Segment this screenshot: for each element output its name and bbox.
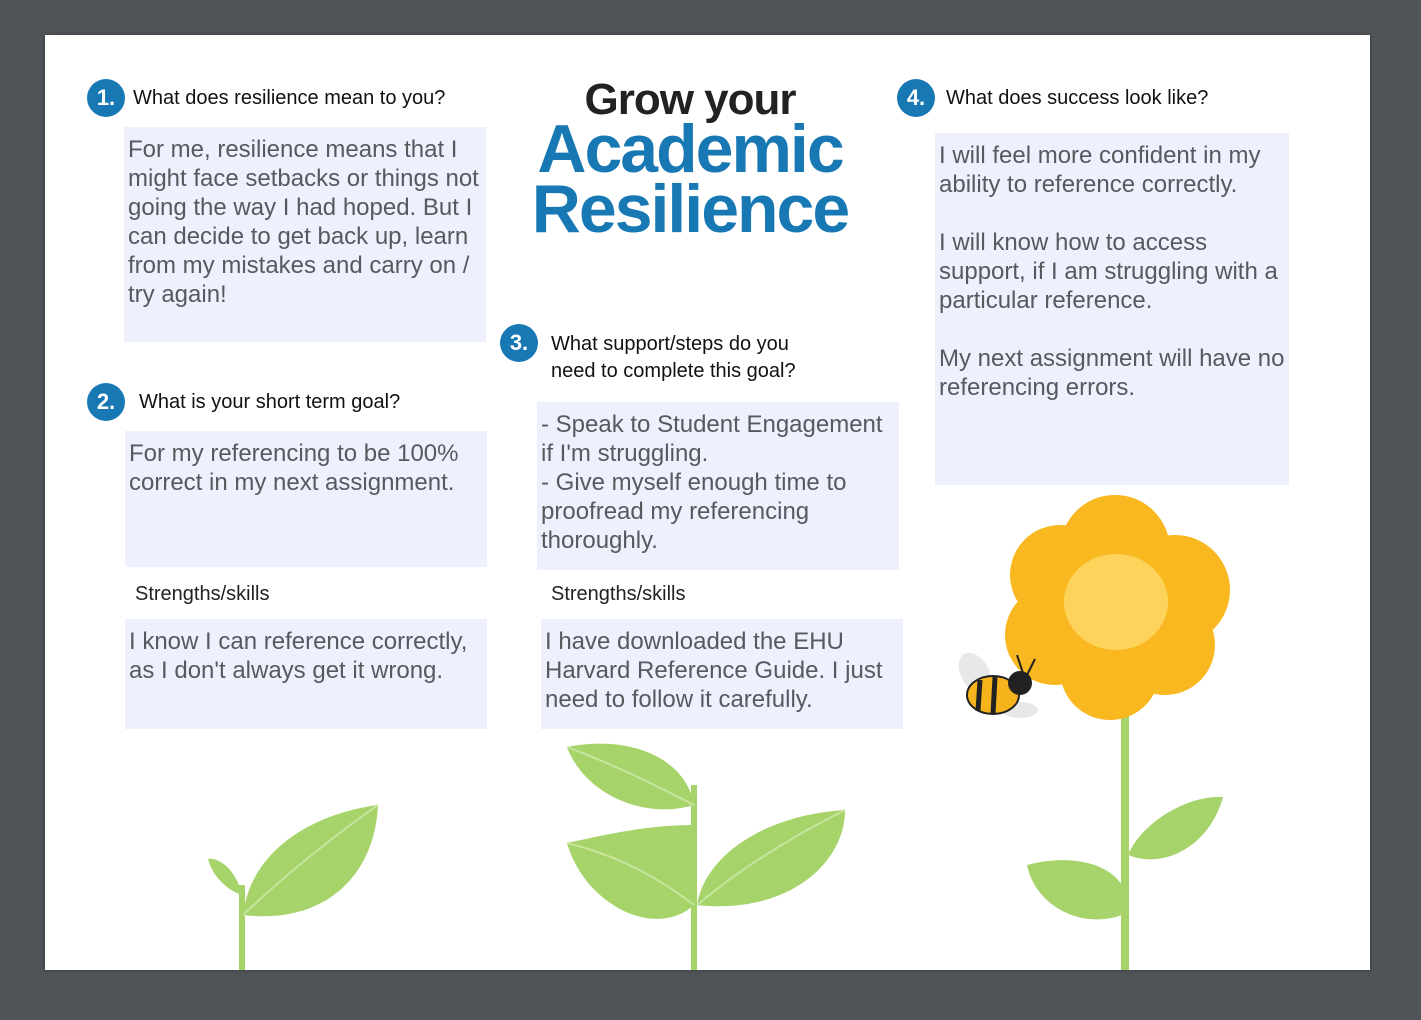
section-1-answer: For me, resilience means that I might face setbacks or things not going the way I had hoped. But I can decide to get back up, learn from my mistakes and carry on / try again! — [128, 136, 479, 308]
seedling-icon — [208, 805, 378, 970]
section-3-answer-box — [537, 402, 899, 570]
section-4-answer-p1: I will feel more confident in my ability to reference correctly. — [939, 142, 1261, 198]
section-2-strengths-box — [125, 619, 487, 729]
plant-icon — [567, 744, 845, 970]
section-4-answer-box — [935, 133, 1289, 485]
section-3-strengths-label: Strengths/skills — [551, 583, 686, 605]
section-4-number: 4. — [897, 79, 935, 117]
title-line-2: Academic — [537, 111, 843, 187]
section-4-answer-p3: My next assignment will have no referencing errors. — [939, 345, 1285, 401]
flower-icon — [1005, 495, 1230, 970]
title-line-3: Resilience — [531, 171, 849, 247]
section-2-question: What is your short term goal? — [139, 391, 401, 413]
section-4-answer-p2: I will know how to access support, if I am struggling with a particular reference. — [939, 229, 1278, 314]
section-1-number: 1. — [87, 79, 125, 117]
section-1-question: What does resilience mean to you? — [133, 87, 446, 109]
section-3-number: 3. — [500, 324, 538, 362]
section-2-strengths-label: Strengths/skills — [135, 583, 270, 605]
section-3-strengths: I have downloaded the EHU Harvard Reference Guide. I just need to follow it carefully. — [545, 628, 883, 713]
worksheet-page — [45, 35, 1370, 970]
section-3-answer-line-2: - Give myself enough time to proofread my referencing thoroughly. — [541, 469, 847, 554]
section-3-strengths-box — [541, 619, 903, 729]
section-3-question-line-1: What support/steps do you — [551, 333, 789, 355]
section-1-answer-box — [124, 127, 486, 342]
section-2-strengths: I know I can reference correctly, as I don't always get it wrong. — [129, 628, 468, 684]
section-2-answer: For my referencing to be 100% correct in my next assignment. — [129, 440, 459, 496]
section-2-number: 2. — [87, 383, 125, 421]
section-3-answer-line-1: - Speak to Student Engagement if I'm struggling. — [541, 411, 883, 467]
title-line-1: Grow your — [584, 75, 796, 124]
section-3-question-line-2: need to complete this goal? — [551, 360, 796, 382]
section-2-answer-box — [125, 431, 487, 567]
section-4-question: What does success look like? — [946, 87, 1209, 109]
